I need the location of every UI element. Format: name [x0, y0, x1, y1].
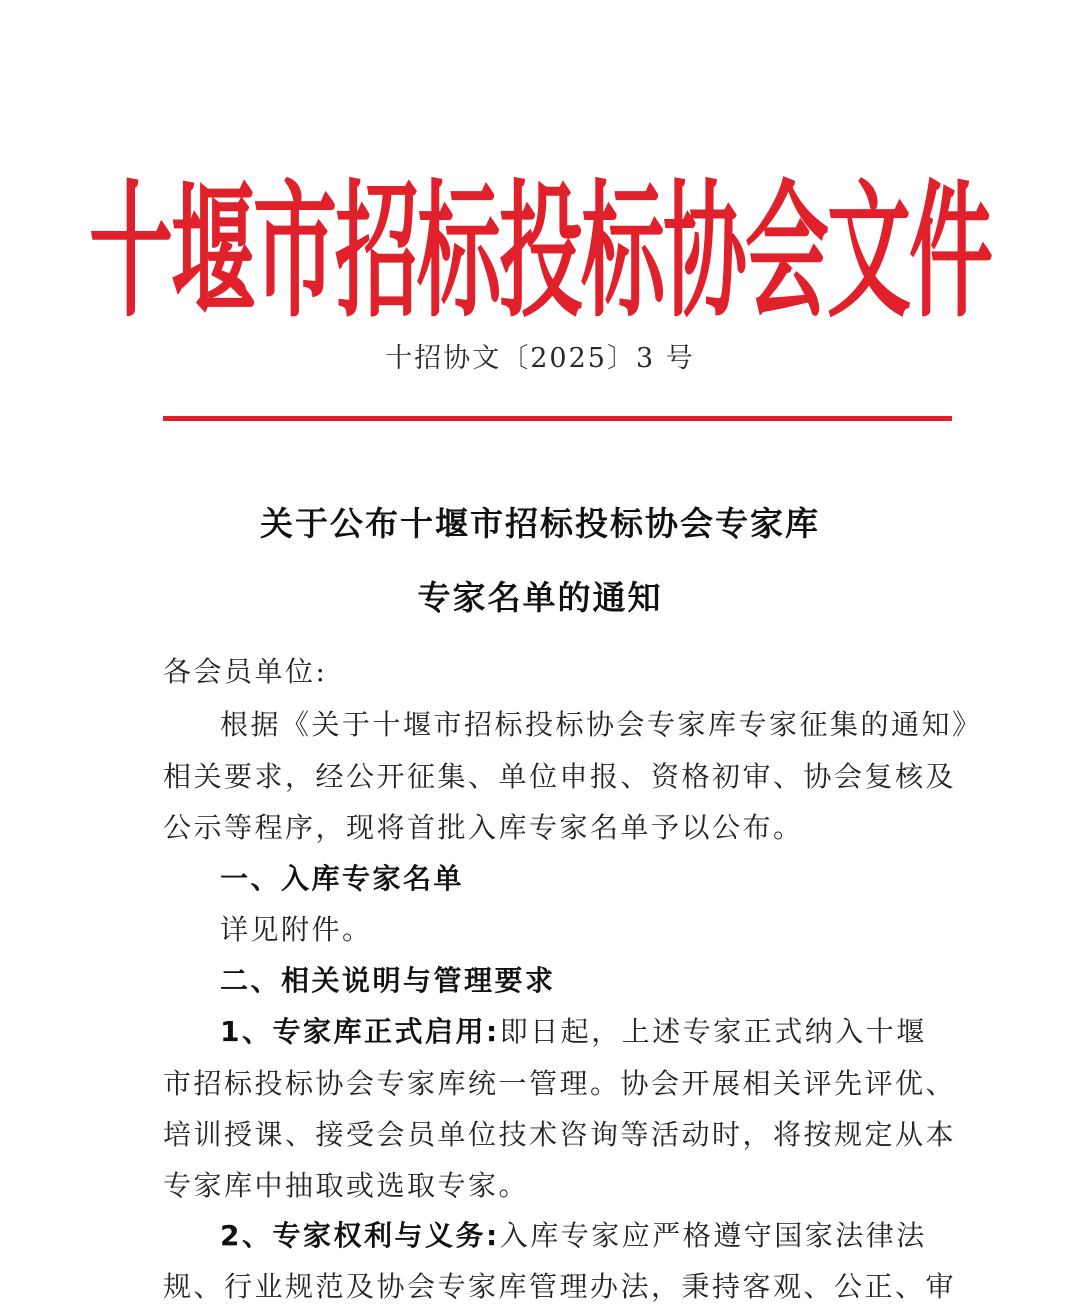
- masthead: [89, 150, 992, 338]
- section-2-heading: 二、相关说明与管理要求: [220, 964, 556, 997]
- item-2-label: 2、专家权利与义务:: [220, 1219, 500, 1252]
- item-1-line-4: 专家库中抽取或选取专家。: [163, 1169, 530, 1202]
- section-1-text: 详见附件。: [220, 913, 373, 946]
- item-2-text: 入库专家应严格遵守国家法律法: [499, 1219, 927, 1252]
- item-2-line-2: 规、行业规范及协会专家库管理办法，秉持客观、公正、审: [163, 1270, 957, 1303]
- item-1-line-3: 培训授课、接受会员单位技术咨询等活动时，将按规定从本: [163, 1118, 957, 1151]
- notice-title-line-2: 专家名单的通知: [417, 578, 663, 617]
- paragraph-1-line-1: 根据《关于十堰市招标投标协会专家库专家征集的通知》: [220, 708, 983, 741]
- masthead-title: 十堰市招标投标协会文件: [89, 165, 992, 338]
- item-1-line-2: 市招标投标协会专家库统一管理。协会开展相关评先评优、: [163, 1067, 957, 1100]
- salutation: 各会员单位:: [163, 655, 328, 688]
- paragraph-1-line-3: 公示等程序，现将首批入库专家名单予以公布。: [163, 811, 804, 844]
- item-1-text: 即日起，上述专家正式纳入十堰: [499, 1015, 927, 1048]
- red-divider-line: [163, 416, 952, 421]
- paragraph-1-line-2: 相关要求，经公开征集、单位申报、资格初审、协会复核及: [163, 760, 957, 793]
- item-2-line-1: [220, 1214, 927, 1254]
- document-number: 十招协文〔2025〕3 号: [385, 343, 695, 374]
- item-1-line-1: [220, 1010, 927, 1050]
- section-1-heading: 一、入库专家名单: [220, 862, 465, 895]
- item-1-label: 1、专家库正式启用:: [220, 1015, 500, 1048]
- notice-title-line-1: 关于公布十堰市招标投标协会专家库: [260, 504, 820, 543]
